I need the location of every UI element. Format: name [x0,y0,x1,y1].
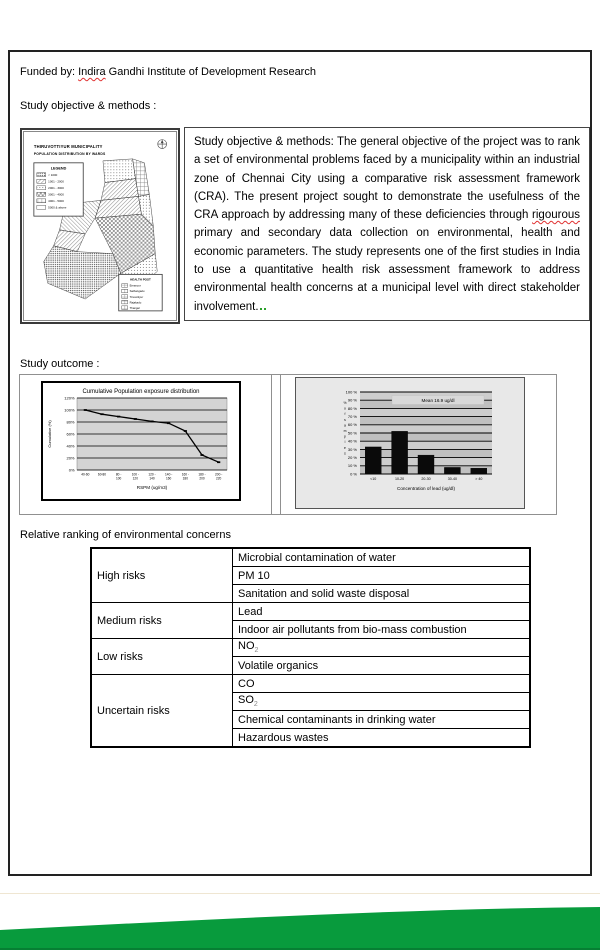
line-chart-ytick: 100% [64,407,75,413]
line-chart-xtick: 200 - [215,472,223,477]
funded-by-line [20,66,316,78]
svg-text:200: 200 [199,476,205,481]
risk-item-cell: $NO_2$ [233,639,531,657]
line-chart-xtick: 40-60 [81,472,90,477]
bar-chart-ytick: 100 % [345,389,357,395]
risk-item-cell: $SO_2$ [233,693,531,711]
line-chart-ytick: 80% [66,419,75,425]
footer-green-swoosh [0,890,600,950]
line-chart-ytick: 20% [66,455,75,461]
health-post-swatch [122,306,128,310]
bar-chart-xtick: > 40 [475,477,483,481]
risk-category-cell: Low risks [91,639,233,675]
risk-category-cell: High risks [91,548,233,603]
map-legend-swatch [37,205,46,209]
north-arrow-icon [158,140,167,149]
health-post-swatch [122,300,128,304]
exposure-line-chart [41,381,241,501]
ward-map-svg [24,132,176,320]
line-chart-xtick: 180 - [198,472,206,477]
objective-heading: Study objective & methods : [20,100,157,112]
health-post-label: Sathangadu [129,290,145,294]
map-subtitle: POPULATION DISTRIBUTION BY WARDS [33,151,106,156]
objective-misspelled-word: rigourous [532,209,580,222]
risk-item-cell: Microbial contamination of water [233,548,531,567]
funded-by-rest: Gandhi Institute of Development Research [105,66,316,78]
map-legend-label: 4001 - 5000 [48,199,64,204]
health-post-title: HEALTH POST [130,277,151,282]
outcome-heading: Study outcome : [20,358,100,370]
health-post-label: Thangal [129,306,140,310]
bar-chart-xtick: 20-30 [421,477,431,481]
risk-item-cell: Sanitation and solid waste disposal [233,585,531,603]
bar-chart-annotation: Mean 16.9 ug/dl [421,397,455,403]
bar-chart-xtick: 30-40 [447,477,458,481]
map-legend-swatch [37,186,46,190]
line-chart-title: Cumulative Population exposure distribution [82,389,200,395]
line-chart-ytick: 60% [66,431,75,437]
bar-chart-xtick: <10 [370,477,377,481]
health-post-label: Rajakadu [129,301,142,305]
health-post-legend [119,274,162,311]
bar-chart-ytick: 90 % [347,397,357,403]
risk-item-cell: Volatile organics [233,657,531,675]
line-chart-ylabel: Cumulative (%) [47,420,52,448]
bar [444,467,460,474]
map-legend-swatch [37,192,46,196]
line-chart-xtick: 60-80 [97,472,107,477]
objective-text-box [184,127,590,321]
line-chart-xtick: 120 - [148,472,156,477]
objective-text-part1: Study objective & methods: The general objective of the project was to rank a set of environmental problems faced by a municipality within an industrial zone of Chennai City using a comparative risk assessment framework (CRA). The present project sought to demonstrate the usefulness of the CRA approach by addressing many of these deficiencies through [194,136,580,222]
map-legend-label: 2001 - 3000 [48,186,64,191]
svg-text:120: 120 [132,476,138,481]
map-title: THIRUVOTTIYUR MUNICIPALITY [33,144,103,150]
map-legend-swatch [37,179,46,183]
bar [365,447,381,474]
map-legend [34,163,83,216]
ward-map-inner-frame [23,131,177,321]
map-legend-title: LEGEND [50,166,67,171]
line-chart-xlabel: RSPM (ug/m3) [136,485,168,490]
map-legend-swatch [37,199,46,203]
grammar-mark [260,306,267,310]
document-page [8,50,592,876]
map-legend-label: 1001 - 2000 [48,179,64,184]
table-row [91,675,530,693]
line-chart-xtick: 80 - [115,472,122,477]
map-legend-swatch [37,173,46,177]
bar-chart-ytick: 0 % [350,471,357,477]
risk-ranking-table [90,547,531,748]
svg-text:140: 140 [149,476,155,481]
risk-item-cell: Lead [233,603,531,621]
svg-text:180: 180 [182,476,188,481]
funded-by-misspelled-word: Indira [78,66,106,78]
table-row [91,603,530,621]
charts-row [19,374,557,515]
bar-chart-ytick: 80 % [347,405,357,411]
bar-chart-xlabel: Concentration of lead (ug/dl) [397,486,455,491]
svg-text:100: 100 [116,476,122,481]
bar-chart-ytick: 20 % [347,455,357,460]
table-row [91,548,530,567]
line-chart-ytick: 120% [64,395,75,401]
risk-item-cell: Chemical contaminants in drinking water [233,711,531,729]
bar-chart-ytick: 40 % [347,438,357,444]
bar-chart-ytick: 60 % [347,422,357,428]
map-legend-label: < 1000 [48,173,58,178]
risk-category-cell: Medium risks [91,603,233,639]
bar-chart-ytick: 70 % [347,414,357,419]
ranking-heading: Relative ranking of environmental concerns [20,529,231,541]
bar-chart-xtick: 10-20 [394,477,405,481]
bar-chart-ytick: 30 % [347,446,357,452]
ward-map-figure [20,128,180,324]
risk-item-cell: Hazardous wastes [233,729,531,748]
risk-item-cell: Indoor air pollutants from bio-mass combustion [233,621,531,639]
objective-text-part2: primary and secondary data collection on environmental, health and economic parameters. The study represents one of the first studies in India to use a quantitative health risk assessment framework to address environmental health concerns at a municipal level with direct stakeholder involvement. [194,227,580,313]
map-legend-label: 5000 & above [48,205,67,210]
health-post-swatch [122,295,128,299]
bar [471,468,487,474]
bar-chart-ytick: 50 % [347,430,357,436]
line-chart-xtick: 140 - [165,472,173,477]
footer-swoosh-svg [0,890,600,950]
health-post-label: Ernavoor [129,284,141,288]
table-row [91,639,530,657]
bar [392,431,408,474]
health-post-swatch [122,289,128,293]
risk-item-cell: CO [233,675,531,693]
risk-table-body [91,548,530,747]
bar [418,455,434,474]
funded-by-prefix: Funded by: [20,66,79,78]
lead-bar-chart-svg [296,378,524,508]
chart-cell-left [20,375,272,514]
svg-text:220: 220 [216,476,222,481]
chart-cell-right [280,375,556,514]
exposure-line-chart-svg [43,383,239,499]
svg-text:160: 160 [166,476,172,481]
map-legend-label: 3001 - 4000 [48,192,64,197]
risk-category-cell: Uncertain risks [91,675,233,748]
risk-item-cell: PM 10 [233,567,531,585]
line-chart-ytick: 0% [68,467,75,473]
bar-chart-ylabel: % o f s a m p l e s [343,401,347,456]
health-post-swatch [122,284,128,288]
line-chart-ytick: 40% [66,443,75,449]
health-post-label: Tiruvottiyur [129,295,144,299]
line-chart-xtick: 160 - [181,472,189,477]
bar-chart-ytick: 10 % [347,463,357,469]
lead-bar-chart [295,377,525,509]
line-chart-xtick: 100 - [131,472,139,477]
